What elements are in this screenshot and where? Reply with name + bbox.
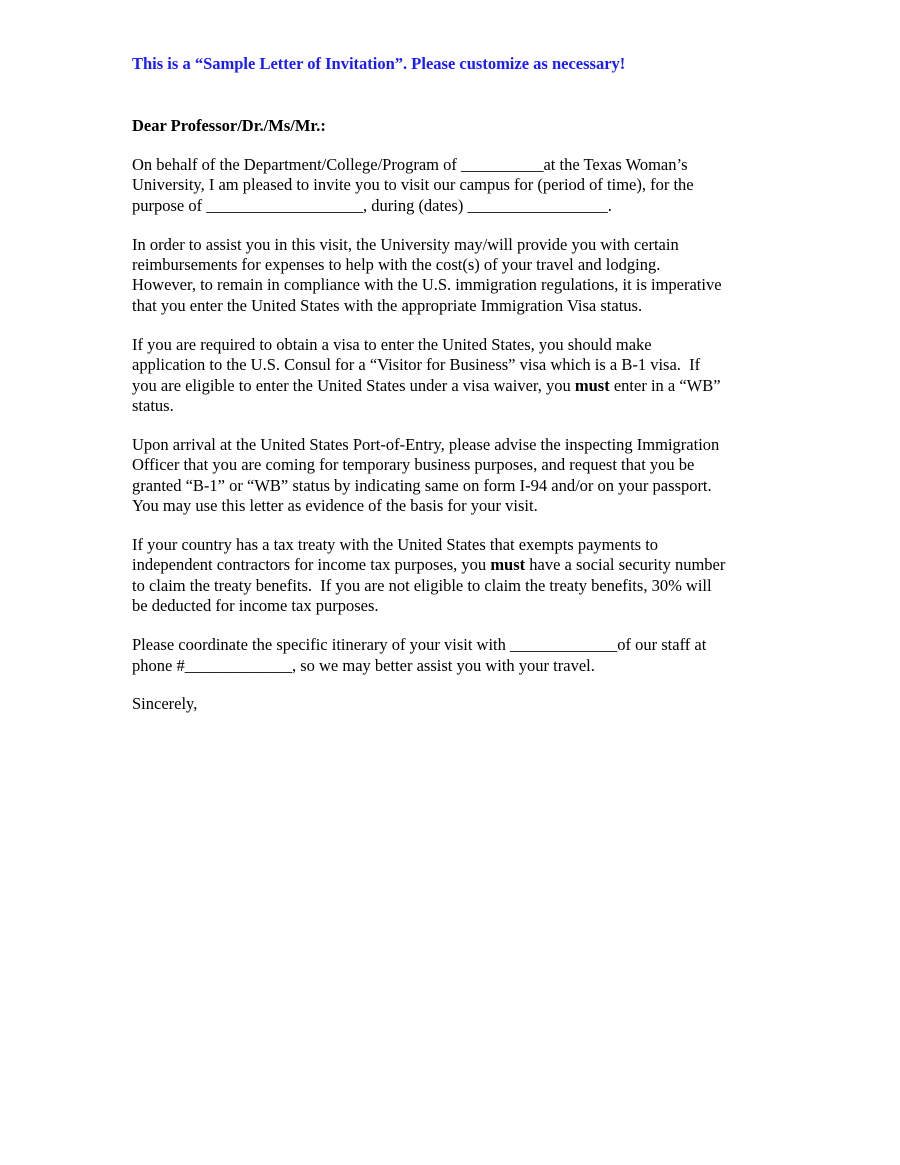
paragraph-itinerary xyxy=(132,635,782,676)
text-line: phone #_____________, so we may better assist you with your travel. xyxy=(132,655,595,675)
paragraph-tax-treaty xyxy=(132,535,782,617)
text-line: University, I am pleased to invite you to visit our campus for (period of time), for the xyxy=(132,175,694,195)
text-line: be deducted for income tax purposes. xyxy=(132,596,379,616)
text-line: You may use this letter as evidence of the basis for your visit. xyxy=(132,496,538,516)
text-line: purpose of ___________________, during (dates) _________________. xyxy=(132,195,612,215)
text-segment: have a social security number xyxy=(525,555,726,575)
text-line: to claim the treaty benefits. If you are not eligible to claim the treaty benefits, 30% will xyxy=(132,575,712,595)
text-line: application to the U.S. Consul for a “Visitor for Business” visa which is a B-1 visa. If xyxy=(132,355,701,375)
emphasis-must: must xyxy=(490,555,526,575)
paragraph-reimbursement xyxy=(132,235,782,317)
emphasis-must: must xyxy=(574,375,610,395)
text-line: However, to remain in compliance with the U.S. immigration regulations, it is imperative xyxy=(132,275,722,295)
letter-page xyxy=(132,52,782,715)
text-line xyxy=(132,555,782,575)
text-line: Please coordinate the specific itinerary of your visit with _____________of our staff at xyxy=(132,635,707,655)
paragraph-port-of-entry xyxy=(132,435,782,517)
text-segment: you are eligible to enter the United States under a visa waiver, you xyxy=(132,375,575,395)
text-line: granted “B-1” or “WB” status by indicating same on form I-94 and/or on your passport. xyxy=(132,475,712,495)
paragraph-visa xyxy=(132,335,782,417)
text-line: Upon arrival at the United States Port-of-Entry, please advise the inspecting Immigration xyxy=(132,434,720,454)
text-line: On behalf of the Department/College/Program of __________at the Texas Woman’s xyxy=(132,154,688,174)
text-line: In order to assist you in this visit, the University may/will provide you with certain xyxy=(132,234,679,254)
text-line: reimbursements for expenses to help with the cost(s) of your travel and lodging. xyxy=(132,255,661,275)
text-line: status. xyxy=(132,395,174,415)
text-segment: enter in a “WB” xyxy=(609,375,721,395)
text-segment: independent contractors for income tax purposes, you xyxy=(132,555,491,575)
text-line: If you are required to obtain a visa to enter the United States, you should make xyxy=(132,334,652,354)
sample-letter-note: This is a “Sample Letter of Invitation”. Please customize as necessary! xyxy=(132,54,626,73)
text-line: that you enter the United States with the appropriate Immigration Visa status. xyxy=(132,295,643,315)
text-line: Officer that you are coming for temporary business purposes, and request that you be xyxy=(132,455,695,475)
text-line xyxy=(132,376,782,396)
paragraph-invitation xyxy=(132,155,782,216)
salutation: Dear Professor/Dr./Ms/Mr.: xyxy=(132,116,326,135)
closing: Sincerely, xyxy=(132,694,198,714)
text-line: If your country has a tax treaty with the United States that exempts payments to xyxy=(132,535,659,554)
